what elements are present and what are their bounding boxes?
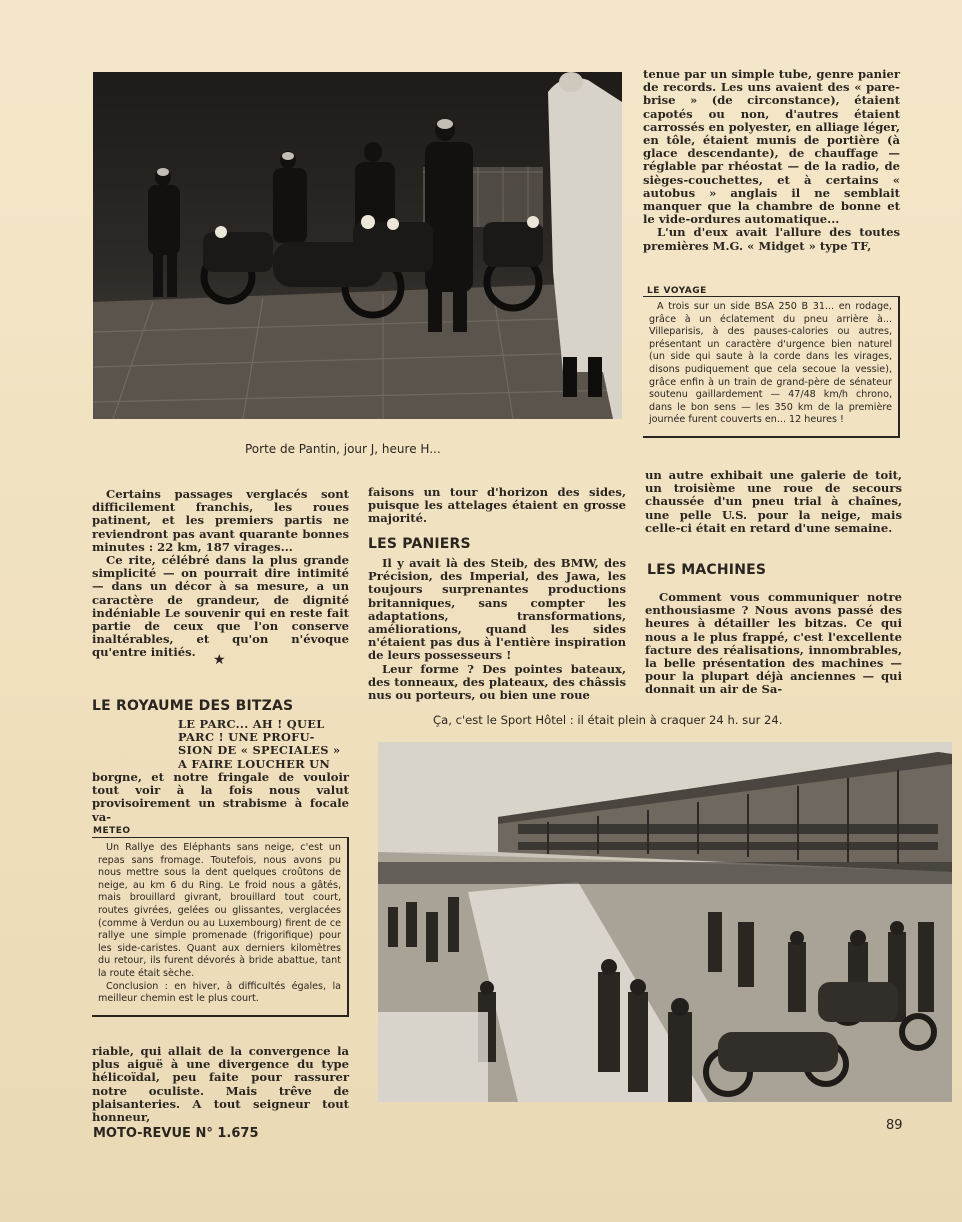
night-riders-photo-illustration (93, 72, 622, 419)
column-1-text (92, 488, 349, 660)
lead-line-2: PARC ! UNE PROFU- (178, 730, 315, 745)
voyage-box-label: LE VOYAGE (647, 286, 707, 296)
paragraph-enthousiasme: Comment vous communiquer notre enthousiasme ? Nous avons passé des heures à détailler les bitzas. Ce qui nous a le plus frappé, c'est l'excellente facture des réalisations, innombrables, la belle présentation des machines — pour la plupart déjà anciennes — qui donnait un air de Sa- (645, 590, 902, 697)
paragraph-galerie-de-toit: un autre exhibait une galerie de toit, un troisième une roue de secours chaussée d'un pneu trial à chaînes, une pelle U.S. pour la neige, mais celle-ci était en retard d'une semaine. (645, 468, 902, 535)
column-2-continued (368, 557, 626, 702)
lead-line-4: A FAIRE LOUCHER UN (178, 756, 331, 771)
meteo-box (92, 837, 349, 1017)
paragraph-verglas: Certains passages verglacés sont difficilement franchis, les roues patinent, et les premiers partis ne reviendront pas avant quarante bonnes minutes : 22 km, 187 virages... (92, 487, 349, 554)
column-3-top-text (643, 68, 900, 253)
photo-top-caption: Porte de Pantin, jour J, heure H... (245, 442, 441, 456)
heading-les-machines: LES MACHINES (647, 562, 767, 578)
meteo-box-conclusion: Conclusion : en hiver, à difficultés égales, la meilleur chemin est le plus court. (98, 980, 341, 1005)
voyage-box-text: A trois sur un side BSA 250 B 31... en rodage, grâce à un éclatement du pneu arrière à... Villeparisis, à des pauses-calories ou autres, présentant un caractère d'urgence bien naturel (un side qui saute à la corde dans les virages, disons pudiquement que cela secoue la vessie), grâce enfin à un train de grand-père de sénateur soutenu gaillardement — 47/48 km/h chrono, dans le bon sens — les 350 km de la première journée furent couverts en... 12 heures ! (649, 301, 892, 426)
lead-line-3: SION DE « SPECIALES » (178, 743, 341, 758)
photo-porte-de-pantin (93, 72, 622, 419)
paragraph-tour-horizon: faisons un tour d'horizon des sides, puisque les attelages étaient en grosse majorité. (368, 485, 626, 526)
sport-hotel-crowd-photo-illustration (378, 742, 952, 1102)
paragraph-sidecar-equipment: tenue par un simple tube, genre panier de records. Les uns avaient des « pare-brise » (de circonstance), étaient capotés ou non, d'autres étaient carrossés en polyester, en alliage léger, en tôle, étaient munis de portière (à glace descendante), de chauffage — réglable par rhéostat — de la radio, de sièges-couchettes, et à certains « autobus » anglais il ne semblait manquer que la chambre de bonne et le vide-ordures automatique... (643, 67, 900, 227)
heading-les-paniers: LES PANIERS (368, 536, 471, 552)
column-2-text (368, 486, 626, 526)
photo-bottom-caption: Ça, c'est le Sport Hôtel : il était plein à craquer 24 h. sur 24. (433, 713, 783, 727)
paragraph-steib-bmw: Il y avait là des Steib, des BMW, des Précision, des Imperial, des Jawa, les toujours surprenantes productions britanniques, sans compter les adaptations, transformations, améliorations, quand les sides n'étaient pas dus à l'entière inspiration de leurs possesseurs ! (368, 556, 626, 663)
photo-sport-hotel (378, 742, 952, 1102)
paragraph-rite: Ce rite, célébré dans la plus grande simplicité — on pourrait dire intimité — dans un décor à sa mesure, a un caractère de grandeur, de dignité indéniable Le souvenir qui en reste fait partie de ceux que l'on conserve inaltérables, et qu'on n'évoque qu'entre initiés. (92, 553, 349, 660)
footer-magazine-issue: MOTO-REVUE N° 1.675 (93, 1126, 259, 1141)
paragraph-leur-forme: Leur forme ? Des pointes bateaux, des tonneaux, des plateaux, des châssis nus ou porteurs, ou bien une roue (368, 661, 626, 703)
heading-royaume-des-bitzas: LE ROYAUME DES BITZAS (92, 698, 294, 714)
meteo-box-text: Un Rallye des Eléphants sans neige, c'est un repas sans fromage. Toutefois, nous avons pu nous mettre sous la dent quelques croûtons de neige, au km 6 du Ring. Le froid nous a gâtés, mais brouillard givrant, brouillard tout court, routes givrées, gelées ou glissantes, verglacées (comme à Verdun ou au Luxembourg) firent de ce rallye une simple promenade (frigorifique) pour les side-caristes. Quant aux derniers kilomètres du retour, ils furent dévorés à bride abattue, tant la route était sèche. (98, 842, 341, 979)
meteo-box-label: METEO (93, 826, 131, 836)
column-3-mid-text (645, 469, 902, 535)
lead-text-block (178, 718, 349, 771)
footer-page-number: 89 (886, 1118, 903, 1133)
paragraph-mg-midget: L'un d'eux avait l'allure des toutes premières M.G. « Midget » type TF, (643, 225, 900, 253)
voyage-box (643, 296, 900, 438)
section-star: ★ (213, 652, 226, 668)
column-3-continued (645, 591, 902, 697)
column-1-continued (92, 771, 349, 824)
paragraph-borgne: borgne, et notre fringale de vouloir tout voir à la fois nous valut provisoirement un strabisme à focale va- (92, 770, 349, 824)
lead-line-1: LE PARC... AH ! QUEL (178, 717, 325, 731)
column-1-bottom (92, 1045, 349, 1124)
paragraph-riable: riable, qui allait de la convergence la plus aiguë à une divergence du type hélicoïdal, peu faite pour rassurer notre oculiste. Mais trêve de plaisanteries. A tout seigneur tout honneur, (92, 1044, 349, 1125)
